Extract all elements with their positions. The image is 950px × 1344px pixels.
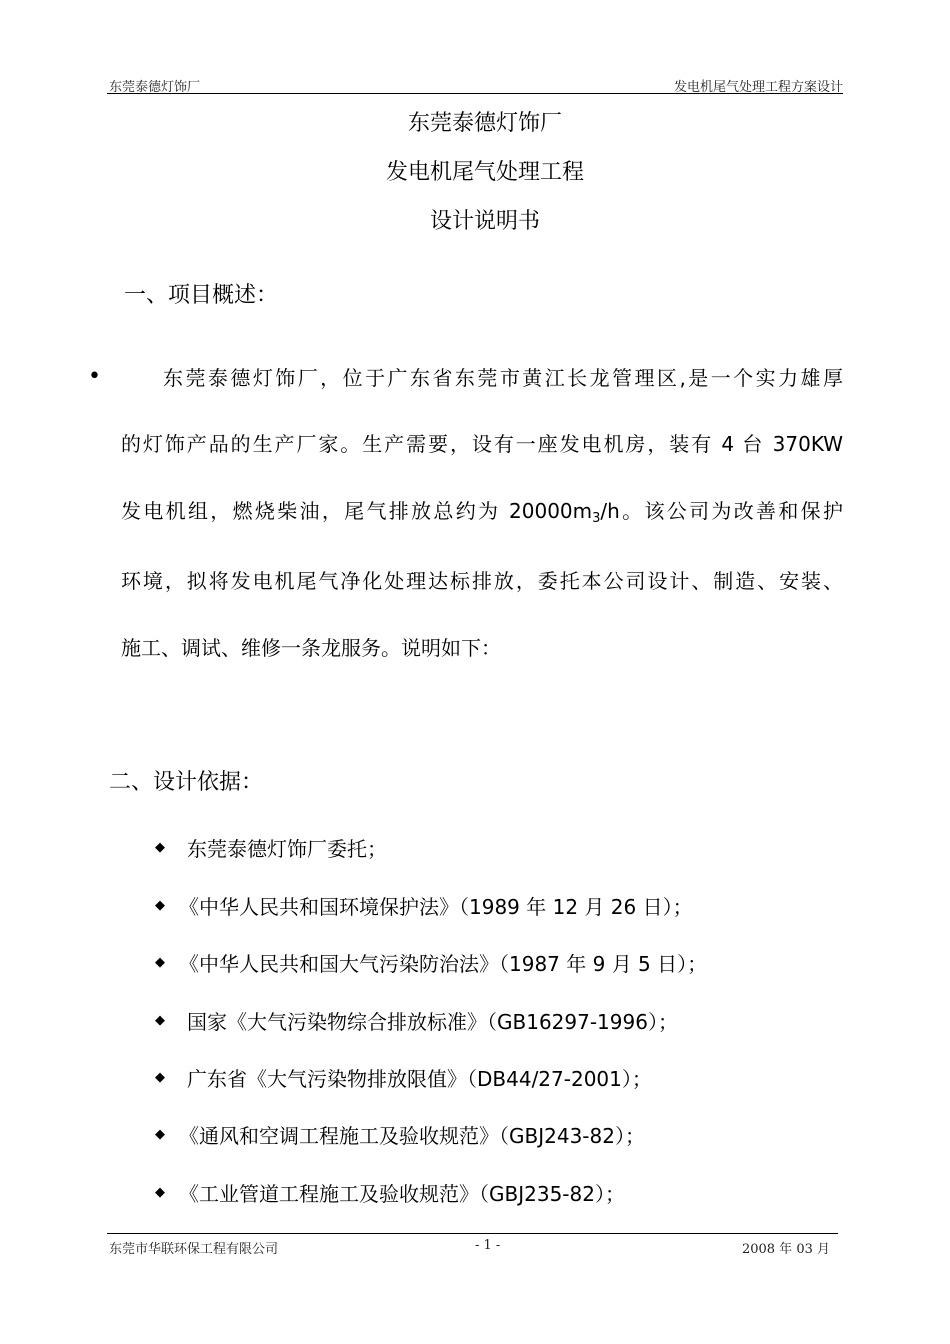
title-line-1: 东莞泰德灯饰厂 bbox=[407, 111, 562, 136]
diamond-bullet-icon: ◆ bbox=[155, 840, 165, 855]
diamond-bullet-icon: ◆ bbox=[155, 1070, 165, 1085]
list-item-text: 《工业管道工程施工及验收规范》（GBJ235-82）； bbox=[179, 1182, 625, 1206]
list-item-text: 《中华人民共和国环境保护法》（1989 年 12 月 26 日）； bbox=[179, 895, 693, 919]
paragraph-line-1: 东莞泰德灯饰厂，位于广东省东莞市黄江长龙管理区,是一个实力雄厚 bbox=[163, 366, 843, 390]
list-item bbox=[155, 1178, 625, 1207]
list-item bbox=[155, 1120, 645, 1149]
list-item bbox=[155, 1006, 678, 1035]
title-line-2: 发电机尾气处理工程 bbox=[385, 160, 584, 185]
side-bullet: • bbox=[88, 364, 101, 389]
diamond-bullet-icon: ◆ bbox=[155, 955, 165, 970]
paragraph-line-2: 的灯饰产品的生产厂家。生产需要，设有一座发电机房，装有 4 台 370KW bbox=[121, 432, 843, 456]
diamond-bullet-icon: ◆ bbox=[155, 1185, 165, 1200]
diamond-bullet-icon: ◆ bbox=[155, 1013, 165, 1028]
list-item bbox=[155, 948, 707, 977]
header-right-text: 发电机尾气处理工程方案设计 bbox=[673, 80, 843, 95]
list-item-text: 广东省《大气污染物排放限值》（DB44/27-2001）； bbox=[187, 1067, 652, 1091]
footer-divider bbox=[107, 1233, 838, 1234]
header-left-text: 东莞泰德灯饰厂 bbox=[109, 80, 201, 95]
diamond-bullet-icon: ◆ bbox=[155, 898, 165, 913]
list-item-text: 东莞泰德灯饰厂委托； bbox=[187, 837, 387, 861]
page-header bbox=[107, 76, 843, 93]
subscript-3: 3 bbox=[592, 511, 601, 526]
header-divider bbox=[107, 93, 843, 94]
list-item bbox=[155, 1063, 652, 1092]
diamond-bullet-icon: ◆ bbox=[155, 1127, 165, 1142]
section-1-heading: 一、项目概述： bbox=[124, 283, 279, 308]
paragraph-line-3-start: 发电机组，燃烧柴油，尾气排放总约为 20000m bbox=[121, 499, 593, 523]
section-2-heading: 二、设计依据： bbox=[109, 770, 264, 795]
paragraph-line-5: 施工、调试、维修一条龙服务。说明如下： bbox=[121, 636, 501, 660]
page-footer bbox=[107, 1238, 838, 1256]
list-item bbox=[155, 833, 387, 862]
paragraph-line-3 bbox=[121, 495, 843, 526]
list-item bbox=[155, 891, 693, 920]
footer-company: 东莞市华联环保工程有限公司 bbox=[109, 1242, 279, 1257]
list-item-text: 《通风和空调工程施工及验收规范》（GBJ243-82）； bbox=[179, 1124, 645, 1148]
page-number: - 1 - bbox=[475, 1238, 501, 1253]
paragraph-line-4: 环境，拟将发电机尾气净化处理达标排放，委托本公司设计、制造、安装、 bbox=[121, 569, 843, 593]
title-line-3: 设计说明书 bbox=[429, 209, 540, 234]
footer-date: 2008 年 03 月 bbox=[741, 1242, 830, 1257]
list-item-text: 国家《大气污染物综合排放标准》（GB16297-1996）； bbox=[187, 1010, 678, 1034]
list-item-text: 《中华人民共和国大气污染防治法》（1987 年 9 月 5 日）； bbox=[179, 952, 708, 976]
paragraph-line-3-end: /h。该公司为改善和保护 bbox=[600, 499, 843, 523]
